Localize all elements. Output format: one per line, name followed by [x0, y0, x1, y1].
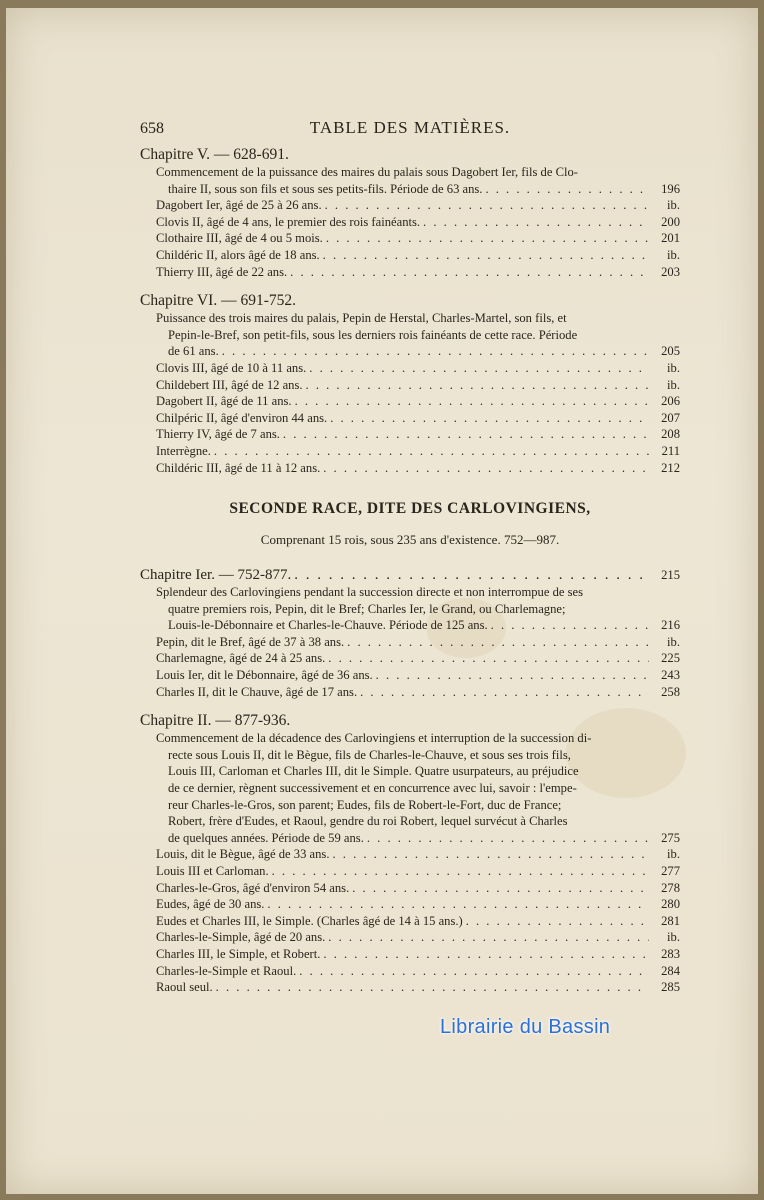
summary-line: recte sous Louis II, dit le Bègue, fils de Charles-le-Chauve, et sous ses trois fils,: [168, 747, 571, 762]
entry-page: 258: [661, 684, 680, 699]
toc-entry: [140, 214, 680, 231]
dot-leader: [330, 410, 649, 427]
entry-text: Charles-le-Simple, âgé de 20 ans.: [156, 930, 326, 945]
dot-leader: [328, 650, 649, 667]
dot-leader: [323, 247, 649, 264]
entry-text: Charles III, le Simple, et Robert.: [156, 946, 321, 961]
entry-page: 284: [661, 963, 680, 978]
toc-entry: [140, 377, 680, 394]
entry-page: 216: [661, 618, 680, 633]
toc-entry: [140, 667, 680, 684]
dot-leader: [267, 896, 649, 913]
chapter-heading: [140, 566, 680, 584]
entry-page: 285: [661, 980, 680, 995]
entry-page: 207: [661, 410, 680, 425]
entry-page: 275: [661, 830, 680, 845]
entry-text: Louis-le-Débonnaire et Charles-le-Chauve. Période de 125 ans.: [168, 618, 488, 633]
entry-page: 205: [661, 344, 680, 359]
entry-page: 281: [661, 913, 680, 928]
dot-leader: [332, 846, 649, 863]
entry-text: Charles II, dit le Chauve, âgé de 17 ans.: [156, 684, 358, 699]
dot-leader: [352, 880, 649, 897]
entry-page: 208: [661, 427, 680, 442]
toc-entry: [140, 846, 680, 863]
toc-entry: [140, 929, 680, 946]
chapter-heading: Chapitre V. — 628-691.: [140, 146, 289, 163]
entry-text: Charles-le-Simple et Raoul.: [156, 963, 297, 978]
entry-text: Chilpéric II, âgé d'environ 44 ans.: [156, 410, 328, 425]
toc-entry: [140, 617, 680, 634]
entry-page: 211: [661, 443, 680, 458]
dot-leader: [423, 214, 649, 231]
toc-entry: [140, 393, 680, 410]
entry-text: thaire II, sous son fils et sous ses petits-fils. Période de 63 ans.: [168, 181, 483, 196]
entry-page: 277: [661, 864, 680, 878]
dot-leader: [294, 566, 649, 584]
dot-leader: [360, 684, 649, 701]
toc-entry: [140, 247, 680, 264]
dot-leader: [485, 181, 649, 198]
entry-text: Eudes et Charles III, le Simple. (Charles âgé de 14 à 15 ans.): [156, 913, 463, 928]
summary-line: Pepin-le-Bref, son petit-fils, sous les derniers rois fainéants de cette race. Période: [168, 327, 578, 342]
entry-page: 283: [661, 946, 680, 961]
entry-page: 203: [661, 264, 680, 279]
toc-entry: [140, 343, 680, 360]
chapter-page: 215: [661, 568, 680, 583]
entry-text: Clovis II, âgé de 4 ans, le premier des rois fainéants.: [156, 214, 421, 229]
toc-entry: [140, 684, 680, 701]
entry-page: 200: [661, 214, 680, 229]
dot-leader: [214, 443, 649, 460]
dot-leader: [376, 667, 649, 684]
entry-text: Childéric III, âgé de 11 à 12 ans.: [156, 460, 321, 475]
chapter-heading: Chapitre VI. — 691-752.: [140, 292, 296, 310]
entry-page: ib.: [667, 847, 680, 862]
entry-page: 225: [661, 651, 680, 666]
toc-entry: [140, 460, 680, 477]
summary-line: Puissance des trois maires du palais, Pepin de Herstal, Charles-Martel, son fils, et: [156, 311, 567, 326]
chapter-heading: Chapitre II. — 877-936.: [140, 712, 291, 730]
entry-text: Eudes, âgé de 30 ans.: [156, 897, 265, 912]
toc-entry: [140, 863, 680, 880]
chapter-title: Chapitre Ier. — 752-877.: [140, 567, 292, 584]
dot-leader: [347, 634, 649, 651]
watermark-text: Librairie du Bassin: [440, 1016, 611, 1038]
entry-page: ib.: [667, 247, 680, 262]
toc-entry: [140, 979, 680, 996]
dot-leader: [367, 830, 649, 847]
entry-text: de quelques années. Période de 59 ans.: [168, 830, 364, 845]
entry-page: 212: [661, 460, 680, 475]
entry-page: 280: [661, 897, 680, 912]
running-title: TABLE DES MATIÈRES.: [309, 118, 511, 137]
entry-page: 278: [661, 880, 680, 895]
entry-text: de 61 ans.: [168, 344, 219, 359]
entry-text: Charlemagne, âgé de 24 à 25 ans.: [156, 651, 326, 666]
section-subtitle: Comprenant 15 rois, sous 235 ans d'existence. 752—987.: [260, 532, 560, 548]
first-race-chapters: [140, 146, 680, 476]
toc-content: [140, 118, 680, 996]
entry-text: Pepin, dit le Bref, âgé de 37 à 38 ans.: [156, 634, 345, 649]
toc-entry: [140, 634, 680, 651]
dot-leader: [309, 360, 649, 377]
entry-page: ib.: [667, 377, 680, 392]
entry-text: Louis III et Carloman.: [156, 864, 269, 878]
toc-entry: [140, 913, 680, 930]
dot-leader: [325, 197, 649, 214]
toc-entry: [140, 946, 680, 963]
dot-leader: [299, 963, 649, 980]
entry-text: Childebert III, âgé de 12 ans.: [156, 377, 303, 392]
entry-text: Louis, dit le Bègue, âgé de 33 ans.: [156, 847, 330, 862]
dot-leader: [272, 863, 649, 880]
section-title: SECONDE RACE, DITE DES CARLOVINGIENS,: [229, 500, 591, 518]
entry-text: Louis Ier, dit le Débonnaire, âgé de 36 ans.: [156, 668, 373, 683]
entry-page: ib.: [667, 634, 680, 649]
entry-page: 201: [661, 231, 680, 246]
entry-text: Clovis III, âgé de 10 à 11 ans.: [156, 360, 307, 375]
toc-entry: [140, 830, 680, 847]
dot-leader: [222, 343, 649, 360]
summary-line: quatre premiers rois, Pepin, dit le Bref; Charles Ier, le Grand, ou Charlemagne;: [168, 601, 566, 616]
entry-page: ib.: [667, 360, 680, 375]
entry-text: Interrègne.: [156, 443, 211, 458]
summary-line: Robert, frère d'Eudes, et Raoul, gendre du roi Robert, lequel survécut à Charles: [168, 814, 568, 829]
summary-line: Commencement de la décadence des Carlovingiens et interruption de la succession di-: [156, 731, 592, 746]
dot-leader: [306, 377, 649, 394]
running-head: [140, 118, 680, 146]
entry-text: Childéric II, alors âgé de 18 ans.: [156, 247, 320, 262]
dot-leader: [323, 460, 649, 477]
summary-line: reur Charles-le-Gros, son parent; Eudes, fils de Robert-le-Fort, duc de France;: [168, 797, 562, 812]
entry-page: 206: [661, 394, 680, 409]
toc-entry: [140, 181, 680, 198]
dot-leader: [295, 393, 649, 410]
second-race-chapters: [140, 566, 680, 996]
entry-text: Thierry IV, âgé de 7 ans.: [156, 427, 280, 442]
chapter-summary: [140, 730, 680, 830]
page-number: 658: [140, 120, 164, 137]
entry-text: Dagobert II, âgé de 11 ans.: [156, 394, 292, 409]
toc-entry: [140, 880, 680, 897]
toc-entry: [140, 197, 680, 214]
toc-entry: [140, 896, 680, 913]
entry-page: 243: [661, 668, 680, 683]
dot-leader: [216, 979, 649, 996]
chapter-summary: [140, 310, 680, 343]
toc-entry: [140, 426, 680, 443]
chapter-summary: [140, 164, 680, 181]
toc-entry: [140, 443, 680, 460]
toc-entry: [140, 410, 680, 427]
toc-entry: [140, 963, 680, 980]
dot-leader: [328, 929, 649, 946]
entry-text: Thierry III, âgé de 22 ans.: [156, 264, 288, 279]
dot-leader: [326, 230, 649, 247]
toc-entry: [140, 360, 680, 377]
dot-leader: [290, 264, 649, 281]
summary-line: de ce dernier, règnent successivement et en concurrence avec lui, savoir : l'empe-: [168, 781, 577, 796]
entry-text: Dagobert Ier, âgé de 25 à 26 ans.: [156, 198, 322, 213]
summary-line: Splendeur des Carlovingiens pendant la succession directe et non interrompue de ses: [156, 585, 584, 600]
dot-leader: [283, 426, 649, 443]
toc-entry: [140, 230, 680, 247]
toc-entry: [140, 650, 680, 667]
dot-leader: [323, 946, 649, 963]
entry-page: ib.: [667, 930, 680, 945]
dot-leader: [491, 617, 649, 634]
summary-line: Commencement de la puissance des maires du palais sous Dagobert Ier, fils de Clo-: [156, 165, 578, 179]
entry-text: Raoul seul.: [156, 980, 213, 995]
entry-text: Clothaire III, âgé de 4 ou 5 mois.: [156, 231, 323, 246]
toc-entry: [140, 264, 680, 281]
entry-page: ib.: [667, 198, 680, 213]
dot-leader: [466, 913, 649, 930]
entry-text: Charles-le-Gros, âgé d'environ 54 ans.: [156, 880, 350, 895]
entry-page: 196: [661, 181, 680, 196]
summary-line: Louis III, Carloman et Charles III, dit le Simple. Quatre usurpateurs, au préjudice: [168, 764, 579, 779]
chapter-summary: [140, 584, 680, 617]
